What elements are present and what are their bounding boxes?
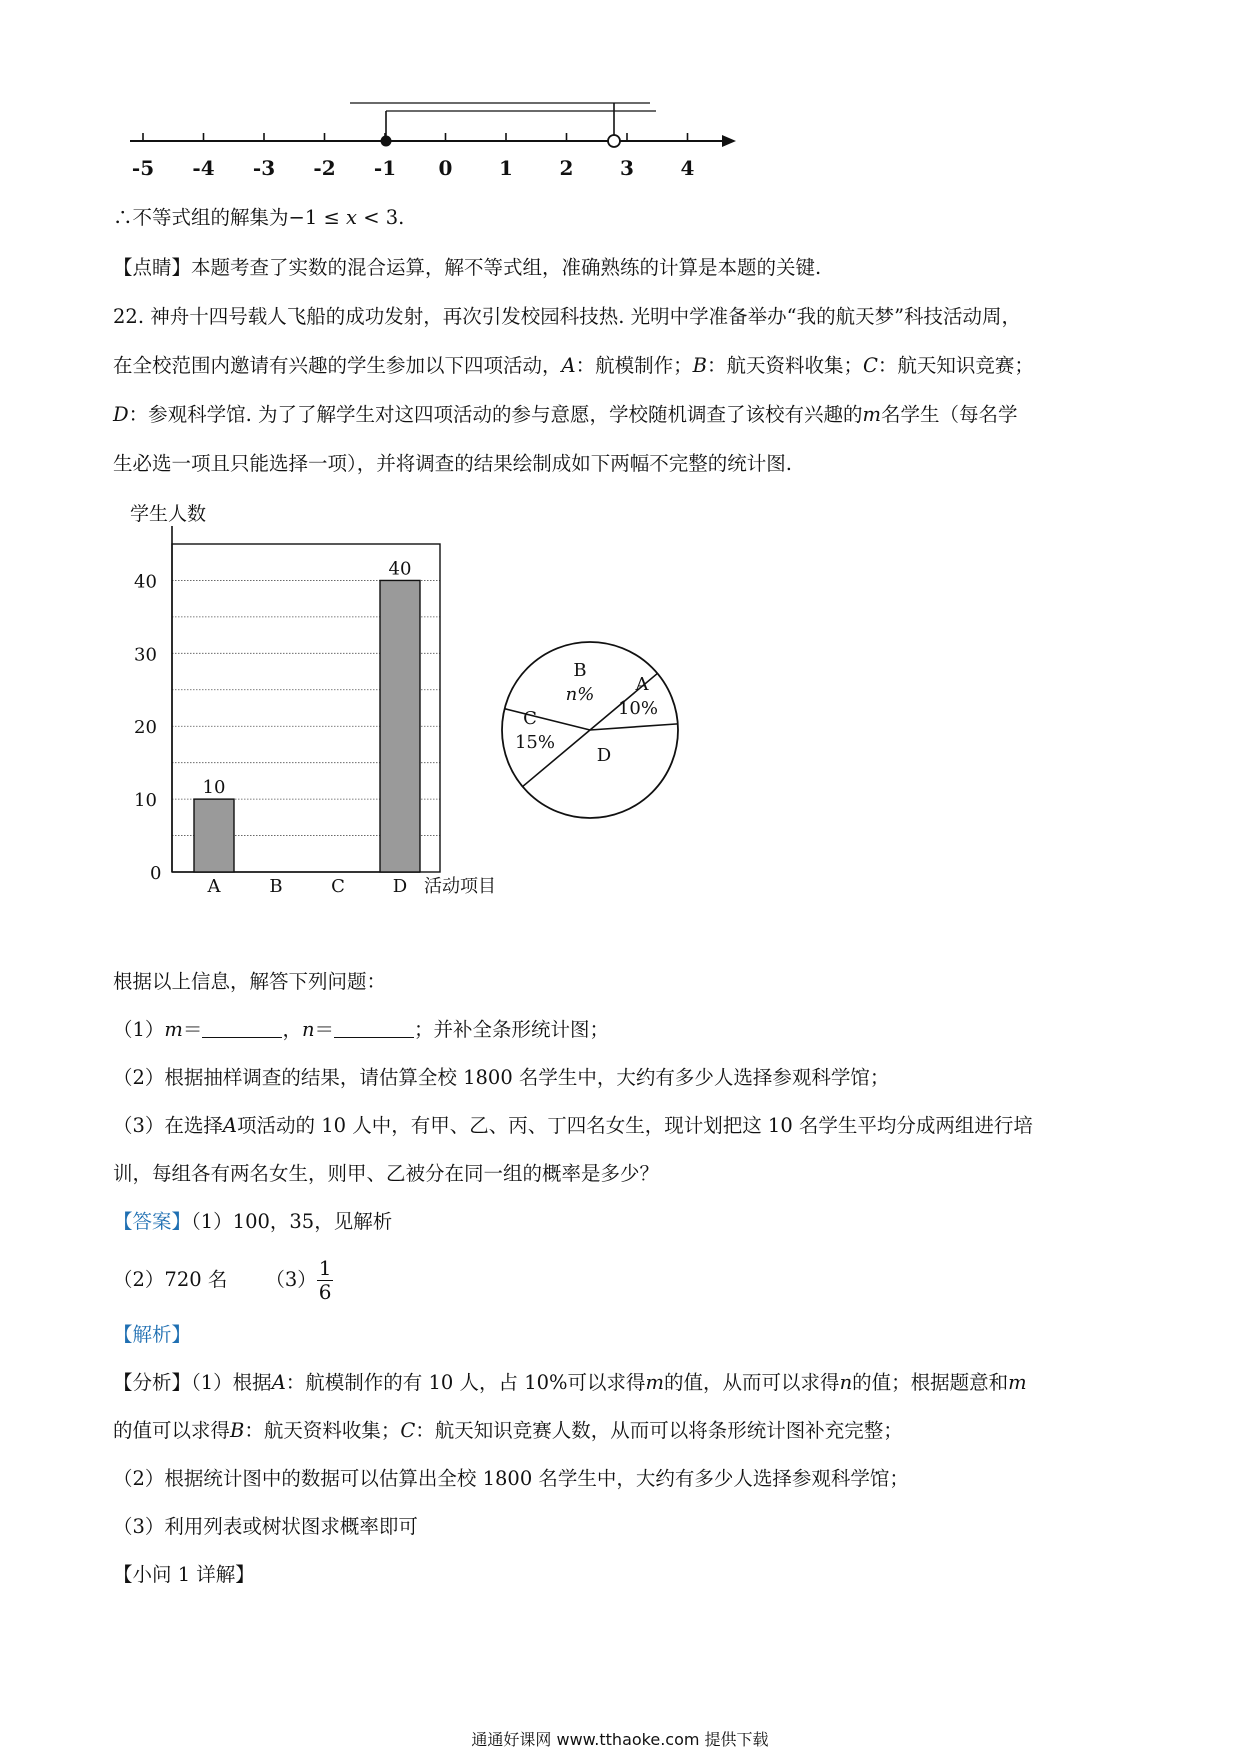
- q3-post: 项活动的 10 人中，有甲、乙、丙、丁四名女生，现计划把这 10 名学生平均分成两组进行培: [237, 1114, 1033, 1137]
- number-line: [0, 0, 1240, 200]
- n-blank[interactable]: [334, 1021, 414, 1038]
- var-A: A: [561, 354, 576, 377]
- activity-c-text: ：航天知识竞赛；: [877, 354, 1034, 377]
- y-tick-label: 10: [134, 790, 157, 812]
- answer-part3: （3）: [265, 1268, 317, 1291]
- var-B: B: [692, 354, 707, 377]
- pie-chart: [480, 620, 700, 840]
- fx1-var-n: n: [839, 1371, 853, 1394]
- pie-value-c: 15%: [514, 732, 556, 753]
- analysis-line-3: （2）根据统计图中的数据可以估算出全校 1800 名学生中，大约有多少人选择参观科学馆；: [113, 1467, 909, 1490]
- frac-denominator: 6: [318, 1280, 332, 1304]
- question-2: （2）根据抽样调查的结果，请估算全校 1800 名学生中，大约有多少人选择参观科学馆；: [113, 1066, 890, 1089]
- number-line-tick-label: 0: [438, 156, 453, 180]
- number-line-tick-label: -2: [313, 156, 336, 180]
- y-tick-label: 30: [134, 644, 157, 666]
- fx1-a: （1）根据: [191, 1371, 272, 1394]
- q1-eq: ＝: [182, 1018, 203, 1041]
- analysis-line-4: （3）利用列表或树状图求概率即可: [113, 1515, 418, 1538]
- bar-data-label: 40: [388, 558, 412, 580]
- x-tick-label: C: [331, 876, 345, 897]
- fx1-var-m2: m: [1008, 1371, 1027, 1394]
- fx2-b: ：航天资料收集；: [244, 1419, 401, 1442]
- analysis-line-1: [113, 1373, 1027, 1393]
- fx1-b: ：航模制作的有 10 人，占 10%可以求得: [285, 1371, 646, 1394]
- frac-numerator: 1: [318, 1256, 332, 1280]
- problem-l3-end: 名学生（每名学: [881, 403, 1018, 426]
- problem-line-4: 生必选一项且只能选择一项），并将调查的结果绘制成如下两幅不完整的统计图.: [113, 452, 792, 475]
- var-C: C: [862, 354, 878, 377]
- q1-end: ；并补全条形统计图；: [414, 1018, 610, 1041]
- y-axis-label: 学生人数: [130, 503, 207, 525]
- number-line-tick-label: 2: [559, 156, 574, 180]
- var-D: D: [113, 403, 129, 426]
- x-tick-label: A: [207, 876, 221, 897]
- solution-expr-a: −1 ≤: [288, 206, 346, 229]
- bar-a: [194, 799, 234, 872]
- activity-b-text: ：航天资料收集；: [706, 354, 863, 377]
- x-tick-label: D: [392, 876, 408, 897]
- analysis-label: 【解析】: [113, 1323, 192, 1346]
- q1-sep: ，: [282, 1018, 302, 1041]
- q3-var-A: A: [222, 1114, 238, 1137]
- pie-label-c: C: [523, 708, 537, 729]
- answer-line: [113, 1212, 392, 1232]
- comment-line: 【点睛】本题考查了实数的混合运算，解不等式组，准确熟练的计算是本题的关键.: [113, 256, 822, 279]
- fx1-var-A: A: [271, 1371, 286, 1394]
- q1-var-m: m: [164, 1018, 183, 1041]
- var-m: m: [862, 403, 882, 426]
- fx1-var-m: m: [645, 1371, 665, 1394]
- activity-a-text: ：航模制作；: [575, 354, 693, 377]
- pie-label-d: D: [596, 745, 612, 766]
- pie-label-a: A: [635, 674, 649, 695]
- fx-label: 【分析】: [113, 1371, 192, 1394]
- problem-l2-pre: 在全校范围内邀请有兴趣的学生参加以下四项活动，: [113, 354, 562, 377]
- number-line-tick-label: 1: [499, 156, 513, 180]
- answer-part1: （1）100，35，见解析: [191, 1210, 393, 1233]
- detail-heading: 【小问 1 详解】: [113, 1563, 255, 1586]
- problem-line-3: [113, 405, 1018, 425]
- question-3-line-2: 训，每组各有两名女生，则甲、乙被分在同一组的概率是多少？: [113, 1162, 660, 1185]
- solution-expr-b: < 3: [357, 206, 399, 229]
- bar-d: [380, 580, 420, 872]
- fx2-var-B: B: [230, 1419, 245, 1442]
- q1-var-n: n: [301, 1018, 315, 1041]
- closed-point: [381, 136, 392, 147]
- y-tick-label: 40: [134, 571, 157, 593]
- solution-var: x: [346, 206, 357, 229]
- analysis-line-2: [113, 1421, 903, 1441]
- number-line-tick-label: -3: [252, 156, 276, 180]
- fx2-a: 的值可以求得: [113, 1419, 231, 1442]
- m-blank[interactable]: [202, 1021, 282, 1038]
- question-1: [113, 1020, 609, 1040]
- solution-end: .: [398, 206, 405, 229]
- bar-data-label: 10: [202, 777, 226, 799]
- question-3: [113, 1116, 1033, 1136]
- bar-chart: [0, 490, 560, 910]
- problem-line-2: [113, 356, 1034, 376]
- x-axis-label: 活动项目: [424, 876, 496, 897]
- solution-line: [113, 208, 404, 228]
- answer-label: 【答案】: [113, 1210, 192, 1233]
- open-point: [608, 135, 620, 147]
- pie-value-b: n%: [565, 684, 595, 705]
- problem-line-1: 22. 神舟十四号载人飞船的成功发射，再次引发校园科技热. 光明中学准备举办“我的航天梦”科技活动周，: [113, 305, 1022, 328]
- q3-pre: （3）在选择: [113, 1114, 223, 1137]
- number-line-tick-label: 4: [680, 156, 695, 180]
- pie-slice-divider: [505, 709, 590, 730]
- solution-prefix: ∴不等式组的解集为: [113, 206, 289, 229]
- y-tick-label: 0: [150, 863, 162, 884]
- answer-part2: （2）720 名: [113, 1268, 228, 1291]
- problem-l3-text: ：参观科学馆. 为了了解学生对这四项活动的参与意愿，学校随机调查了该校有兴趣的: [128, 403, 863, 426]
- footer: 通通好课网 www.tthaoke.com 提供下载: [471, 1730, 769, 1749]
- answer-fraction: [317, 1257, 334, 1304]
- x-tick-label: B: [269, 876, 283, 897]
- q1-prefix: （1）: [113, 1018, 165, 1041]
- number-line-tick-label: -1: [373, 156, 397, 180]
- pie-slice-divider: [590, 724, 678, 730]
- q1-eq2: ＝: [314, 1018, 335, 1041]
- y-tick-label: 20: [134, 717, 157, 739]
- number-line-tick-label: 3: [620, 156, 634, 180]
- fx2-c: ：航天知识竞赛人数，从而可以将条形统计图补充完整；: [415, 1419, 903, 1442]
- fx1-d: 的值；根据题意和: [852, 1371, 1009, 1394]
- pie-label-b: B: [573, 660, 587, 681]
- answer-line-2: [113, 1257, 333, 1304]
- pie-value-a: 10%: [617, 698, 659, 719]
- number-line-tick-label: -4: [192, 156, 215, 180]
- fx2-var-C: C: [400, 1419, 416, 1442]
- fx1-c: 的值，从而可以求得: [664, 1371, 840, 1394]
- questions-intro: 根据以上信息，解答下列问题：: [113, 970, 387, 993]
- number-line-tick-label: -5: [131, 156, 155, 180]
